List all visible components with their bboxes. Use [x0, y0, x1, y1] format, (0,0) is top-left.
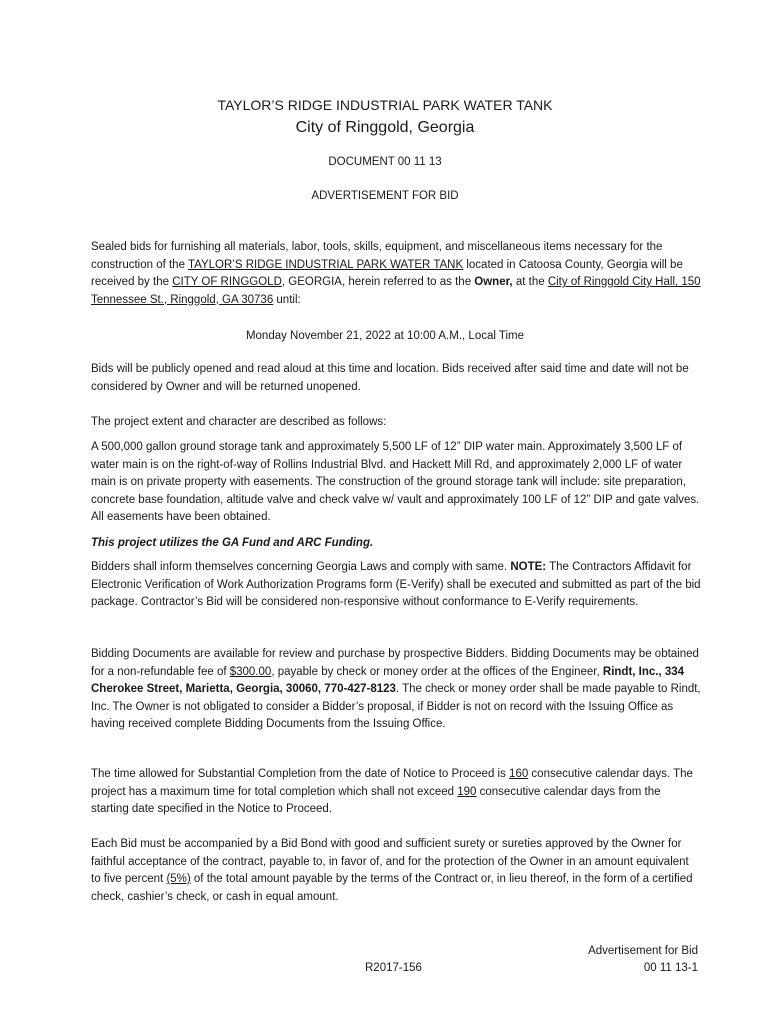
bond-text-a: Each Bid must be accompanied by a Bid Bond with good and sufficient surety or sureties approved by the Owner for faithful acceptance of the contract, payable to, in favor of, and for the protection of the Owner in an amount equivalent to five percent — [91, 838, 689, 885]
intro-paragraph — [91, 239, 701, 309]
footer-section-title: Advertisement for Bid — [588, 945, 698, 957]
project-title: TAYLOR’S RIDGE INDUSTRIAL PARK WATER TANK — [217, 97, 553, 113]
substantial-completion-days: 160 — [509, 768, 529, 780]
project-name: TAYLOR’S RIDGE INDUSTRIAL PARK WATER TANK — [187, 258, 464, 271]
bid-bond-paragraph — [91, 836, 701, 906]
bid-date: Monday November 21, 2022 at 10:00 A.M., Local Time — [245, 330, 525, 342]
owner-label: Owner, — [474, 276, 513, 288]
docs-text-a: Bidding Documents are available for review and purchase by prospective Bidders. Bidding Documents may be obtained for a non-refundable fee of — [91, 648, 699, 678]
georgia-laws-paragraph — [91, 559, 701, 612]
intro-text-d: at the — [512, 276, 548, 288]
intro-text-e: until: — [273, 293, 301, 306]
funding-statement: This project utilizes the GA Fund and ARC Funding. — [91, 537, 374, 549]
bond-percentage: (5%) — [166, 873, 191, 885]
intro-text-c: , GEORGIA, herein referred to as the — [281, 276, 475, 288]
footer-project-code: R2017-156 — [365, 962, 422, 974]
document-number: DOCUMENT 00 11 13 — [328, 156, 442, 168]
project-subtitle: City of Ringgold, Georgia — [295, 119, 475, 136]
bid-opening-paragraph: Bids will be publicly opened and read aloud at this time and location. Bids received after said time and date will not be considered by Owner and will be returned unopened. — [91, 363, 689, 393]
time-text-c: consecutive calendar days from the starting date specified in the Notice to Proceed. — [91, 785, 661, 815]
project-description: A 500,000 gallon ground storage tank and approximately 5,500 LF of 12” DIP water main. Approximately 3,500 LF of water main is on the right-of-way of Rollins Industrial Blvd. and Hackett Mill Rd, and approximately 2,000 LF of water main is on private property with easements. The construction of the ground storage tank will include: site preparation, concrete base foundation, altitude valve and check valve w/ vault and approximately 100 LF of 12” DIP and gate valves. All easements have been obtained. — [91, 441, 700, 523]
completion-time-paragraph — [91, 766, 701, 819]
laws-text-b: The Contractors Affidavit for Electronic Verification of Work Authorization Programs form (E-Verify) shall be executed and submitted as part of the bid package. Contractor’s Bid will be considered non-responsive without conformance to E-Verify requirements. — [91, 561, 701, 608]
bond-text-b: of the total amount payable by the terms of the Contract or, in lieu thereof, in the form of a certified check, cashier’s check, or cash in equal amount. — [91, 873, 693, 903]
note-label: NOTE: — [510, 561, 547, 573]
time-text-a: The time allowed for Substantial Completion from the date of Notice to Proceed is — [91, 768, 510, 780]
bidding-documents-paragraph — [91, 646, 701, 734]
city-name: CITY OF RINGGOLD — [172, 276, 282, 288]
project-extent-intro: The project extent and character are described as follows: — [91, 416, 387, 428]
footer-section — [588, 943, 698, 977]
total-completion-days: 190 — [457, 785, 477, 798]
engineer-contact: Rindt, Inc., 334 Cherokee Street, Marietta, Georgia, 30060, 770-427-8123 — [91, 665, 685, 695]
docs-text-b: , payable by check or money order at the offices of the Engineer, — [271, 665, 603, 678]
footer-page-number: 00 11 13-1 — [643, 962, 698, 974]
time-text-b: consecutive calendar days. The project has a maximum time for total completion which shall not exceed — [91, 768, 693, 798]
document-title: ADVERTISEMENT FOR BID — [311, 190, 459, 202]
bid-location: City of Ringgold City Hall, 150 Tennessee St., Ringgold, GA 30736 — [91, 276, 701, 306]
laws-text-a: Bidders shall inform themselves concerning Georgia Laws and comply with same. — [91, 561, 511, 573]
docs-text-c: . The check or money order shall be made payable to Rindt, Inc. The Owner is not obligated to consider a Bidder’s proposal, if Bidder is not on record with the Issuing Office as having received complete Bidding Documents from the Issuing Office. — [91, 683, 701, 730]
intro-text-b: located in Catoosa County, Georgia will be received by the — [91, 258, 683, 288]
intro-text-a: Sealed bids for furnishing all materials, labor, tools, skills, equipment, and miscellaneous items necessary for the construction of the — [91, 241, 663, 271]
document-fee: $300.00 — [229, 665, 272, 678]
